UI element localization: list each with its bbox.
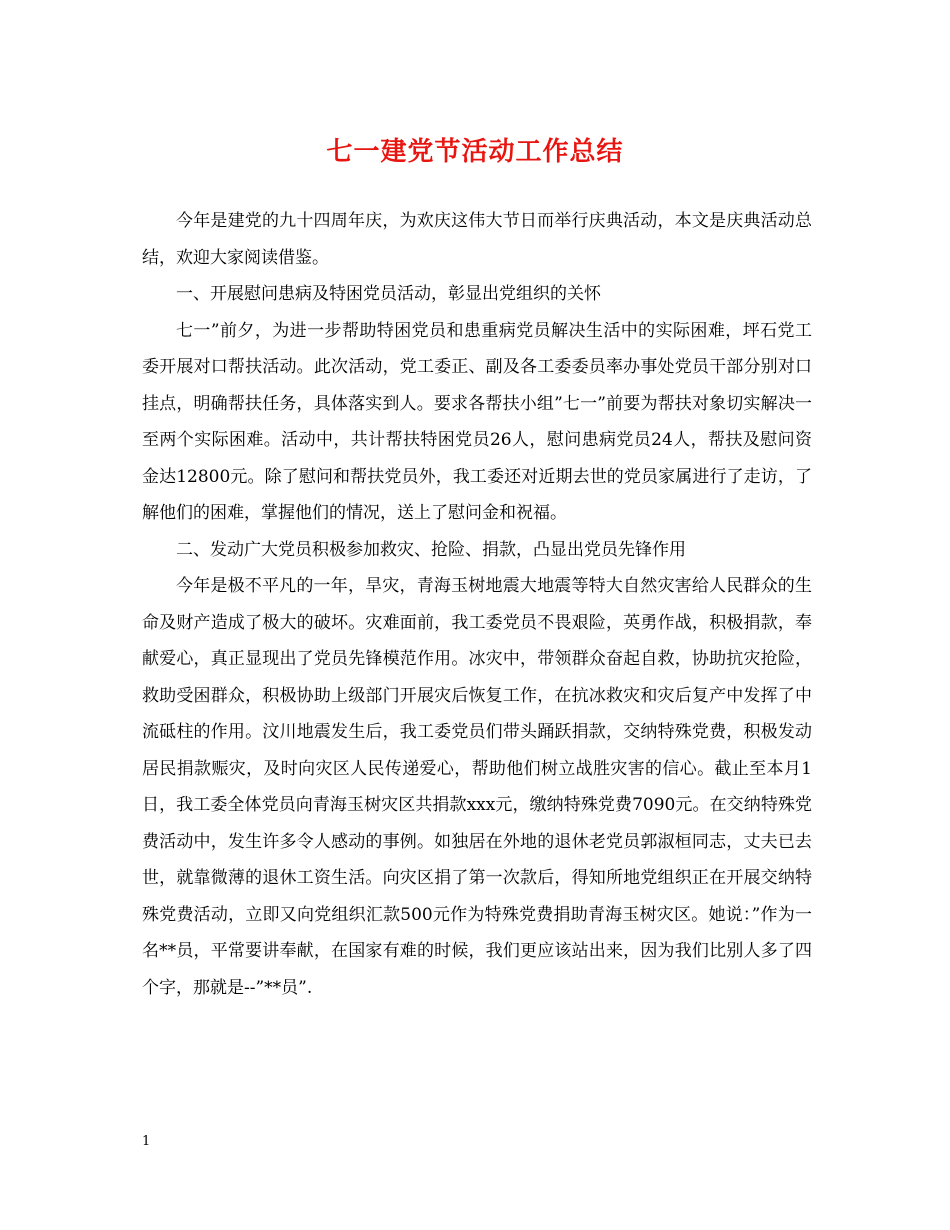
paragraph-section-1: 七一”前夕，为进一步帮助特困党员和患重病党员解决生活中的实际困难，坪石党工委开展对口帮扶活动。此次活动，党工委正、副及各工委委员率办事处党员干部分别对口挂点，明确帮扶任务，具体落实到人。要求各帮扶小组”七一”前要为帮扶对象切实解决一至两个实际困难。活动中，共计帮扶特困党员26人，慰问患病党员24人，帮扶及慰问资金达12800元。除了慰问和帮扶党员外，我工委还对近期去世的党员家属进行了走访，了解他们的困难，掌握他们的情况，送上了慰问金和祝福。 (142, 320, 812, 523)
paragraph-section-2: 今年是极不平凡的一年，旱灾，青海玉树地震大地震等特大自然灾害给人民群众的生命及财产造成了极大的破坏。灾难面前，我工委党员不畏艰险，英勇作战，积极捐款，奉献爱心，真正显现出了党员先锋模范作用。冰灾中，带领群众奋起自救，协助抗灾抢险，救助受困群众，积极协助上级部门开展灾后恢复工作，在抗冰救灾和灾后复产中发挥了中流砥柱的作用。汶川地震发生后，我工委党员们带头踊跃捐款，交纳特殊党费，积极发动居民捐款赈灾，及时向灾区人民传递爱心，帮助他们树立战胜灾害的信心。截止至本月1日，我工委全体党员向青海玉树灾区共捐款xxx元，缴纳特殊党费7090元。在交纳特殊党费活动中，发生许多令人感动的事例。如独居在外地的退休老党员郭淑桓同志，丈夫已去世，就靠微薄的退休工资生活。向灾区捐了第一次款后，得知所地党组织正在开展交纳特殊党费活动，立即又向党组织汇款500元作为特殊党费捐助青海玉树灾区。她说：”作为一名**员，平常要讲奉献，在国家有难的时候，我们更应该站出来，因为我们比别人多了四个字，那就是--”**员”. (142, 576, 812, 998)
paragraph-intro: 今年是建党的九十四周年庆，为欢庆这伟大节日而举行庆典活动，本文是庆典活动总结，欢迎大家阅读借鉴。 (142, 211, 812, 268)
page-number: 1 (142, 1134, 151, 1149)
section-heading-2: 二、发动广大党员积极参加救灾、抢险、捐款，凸显出党员先锋作用 (176, 539, 686, 560)
document-body (142, 203, 812, 1006)
document-title: 七一建党节活动工作总结 (326, 137, 624, 167)
section-heading-1: 一、开展慰问患病及特困党员活动，彰显出党组织的关怀 (176, 284, 601, 304)
